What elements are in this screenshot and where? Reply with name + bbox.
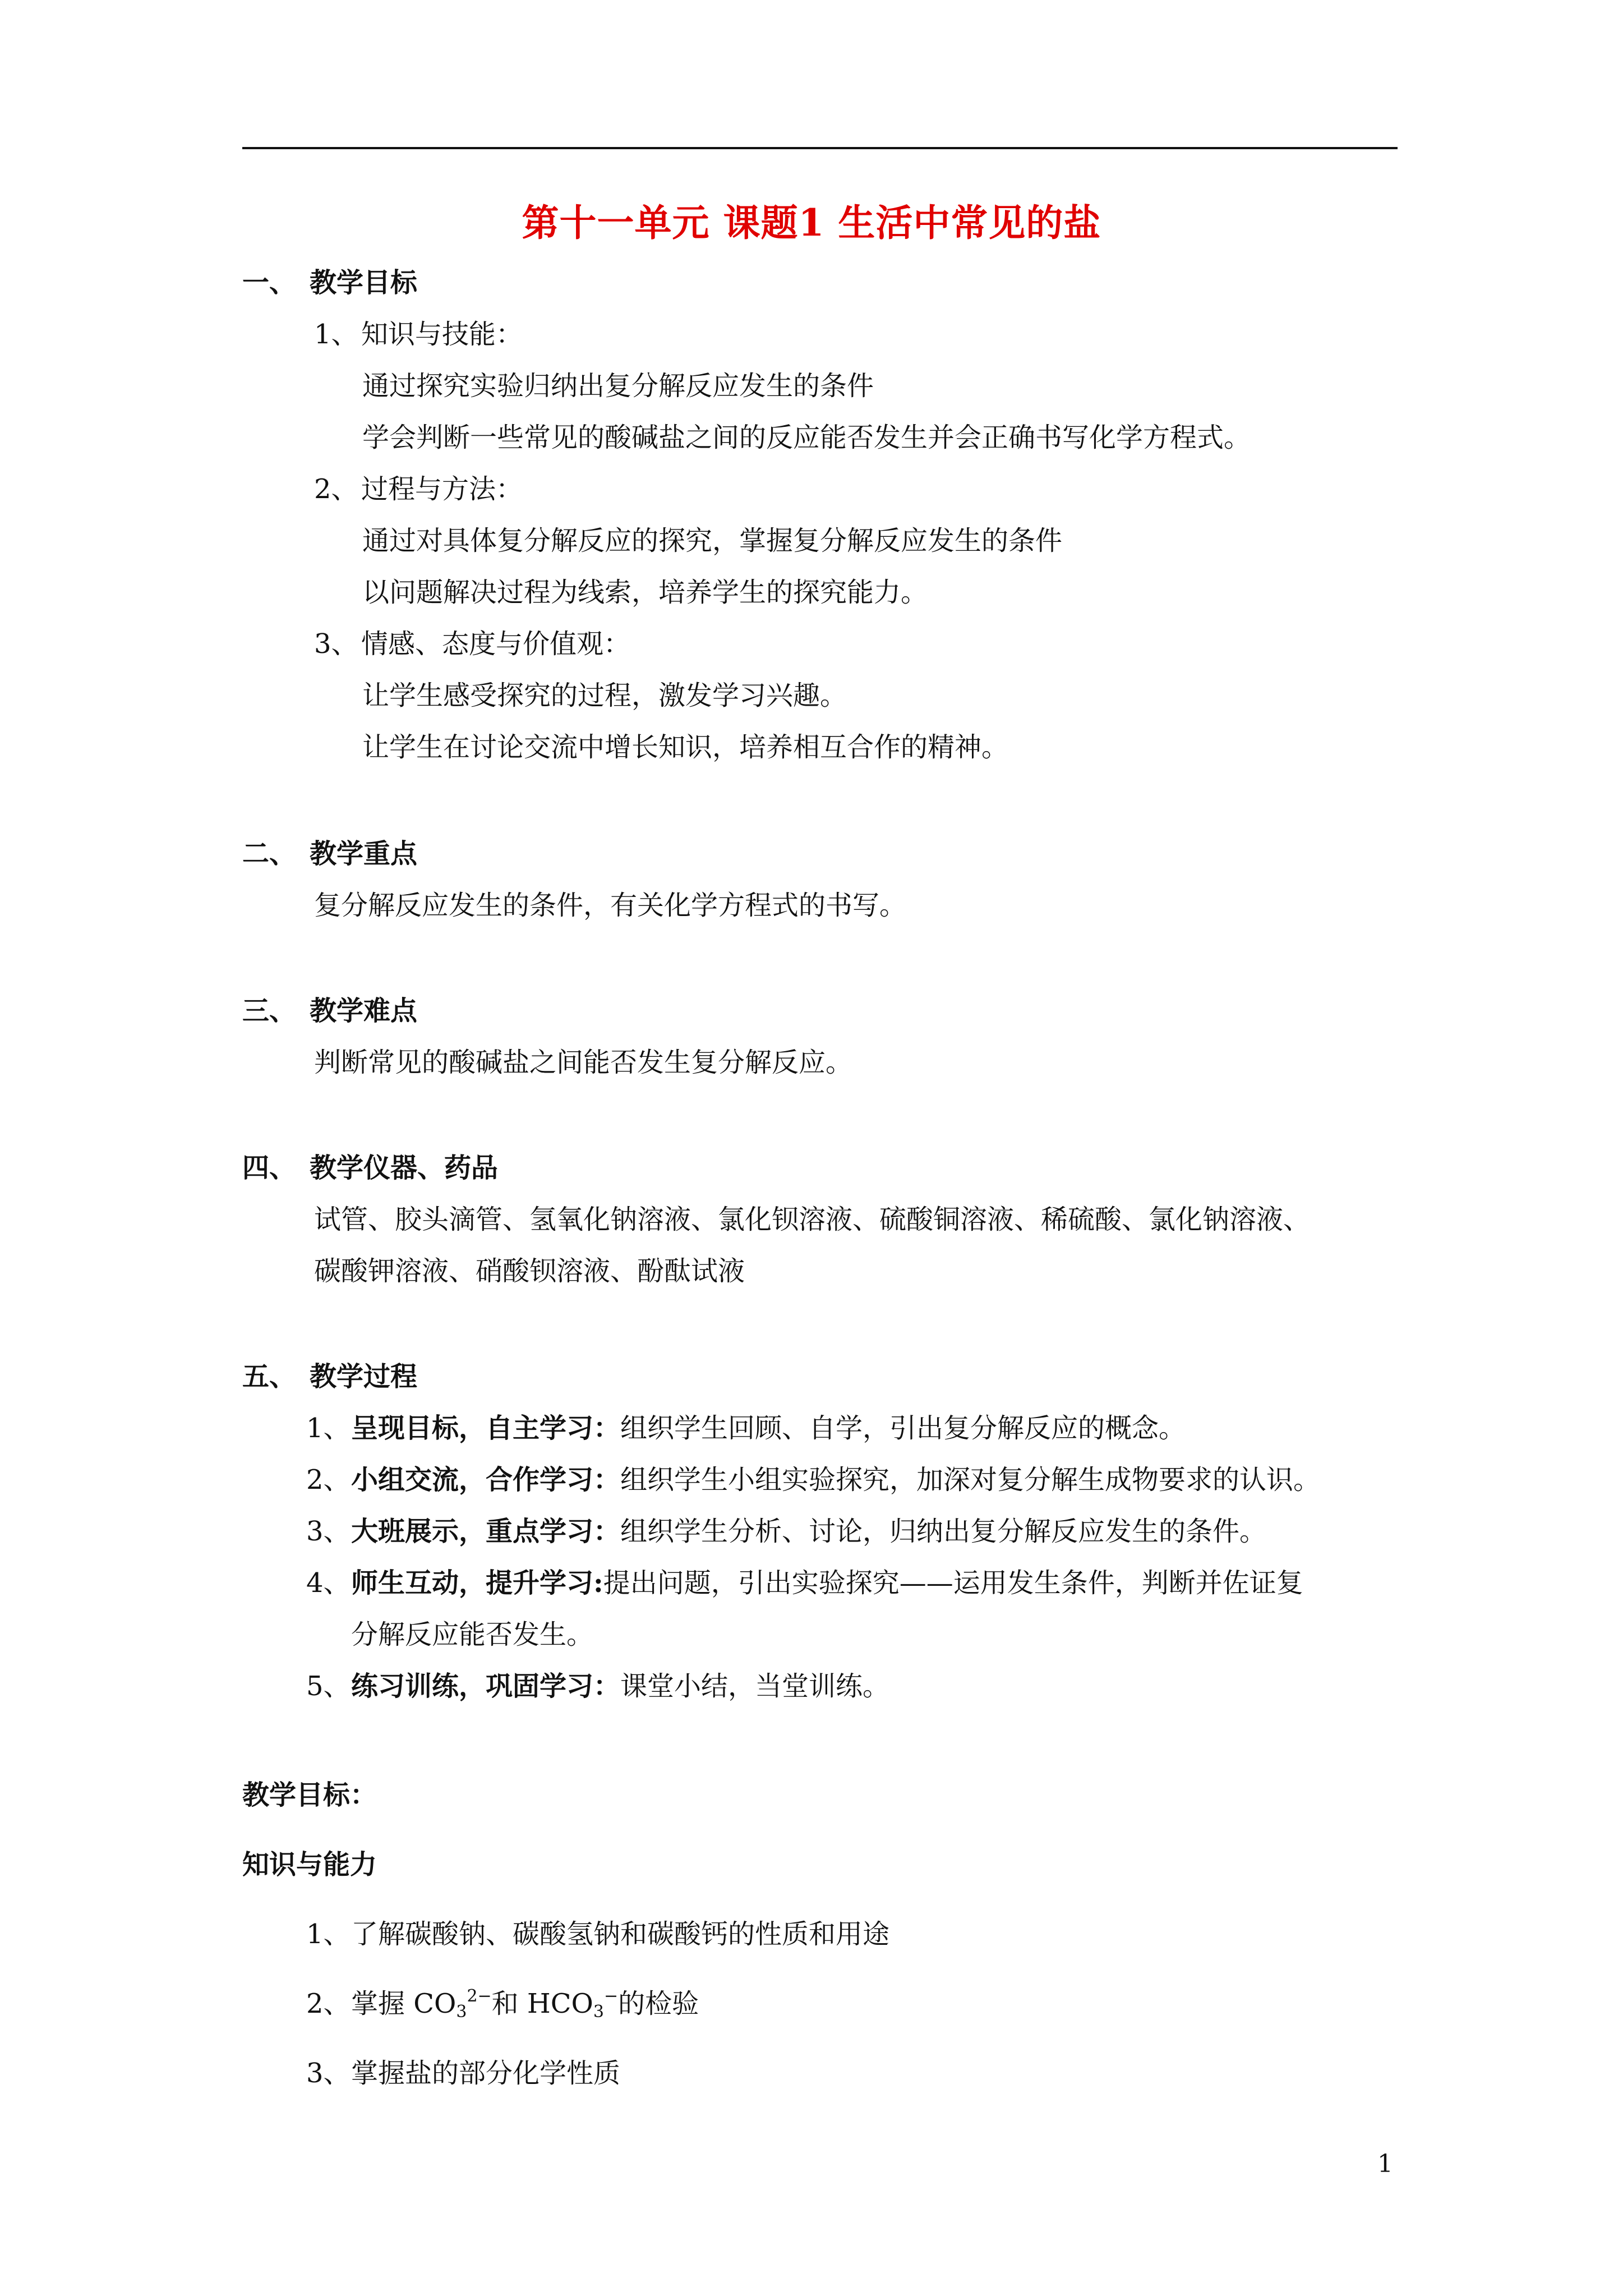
formula-subscript: 3: [593, 2002, 604, 2022]
section-label: 教学难点: [310, 995, 418, 1027]
subsection-heading: [314, 627, 630, 661]
list-item-text: 课堂小结，当堂训练。: [620, 1671, 890, 1702]
goal-number: 3、: [306, 2058, 351, 2089]
formula-superscript: 2−: [467, 1986, 492, 2006]
paragraph: 判断常见的酸碱盐之间能否发生复分解反应。: [314, 1047, 853, 1078]
list-item-number: 1、: [306, 1412, 351, 1444]
section-number: 二、: [242, 838, 297, 869]
subsection-heading: [314, 472, 523, 506]
goal-text: 掌握盐的部分化学性质: [351, 2058, 621, 2089]
paragraph: 通过探究实验归纳出复分解反应发生的条件: [362, 370, 874, 402]
goals-heading: 教学目标：: [242, 1779, 377, 1811]
subsection-number: 3、: [314, 628, 358, 660]
section-number: 五、: [242, 1361, 297, 1392]
formula-subscript: 3: [456, 2002, 467, 2022]
list-item: [306, 1411, 1186, 1445]
list-item-lead: 小组交流，合作学习：: [351, 1464, 621, 1496]
section-heading: [242, 1151, 498, 1185]
subsection-number: 2、: [314, 473, 358, 505]
goal-item: [306, 1917, 889, 1951]
section-label: 教学过程: [310, 1361, 418, 1392]
goal-number: 2、: [306, 1988, 351, 2019]
section-number: 一、: [242, 267, 297, 298]
list-item-continuation: 分解反应能否发生。: [351, 1619, 594, 1650]
header-rule: [242, 147, 1398, 149]
section-label: 教学仪器、药品: [310, 1152, 499, 1184]
paragraph: 复分解反应发生的条件，有关化学方程式的书写。: [314, 890, 907, 921]
section-label: 教学目标: [310, 267, 418, 298]
page-title: 第十一单元 课题1 生活中常见的盐: [522, 201, 1101, 245]
list-item-lead: 师生互动，提升学习:: [351, 1567, 603, 1599]
goal-item: [306, 2056, 620, 2090]
list-item: [306, 1566, 1303, 1600]
goal-text: 掌握 CO: [351, 1988, 457, 2019]
paragraph: 让学生在讨论交流中增长知识，培养相互合作的精神。: [362, 731, 1009, 763]
goal-item: [306, 1987, 699, 2021]
goal-text: 的检验: [618, 1988, 699, 2019]
list-item-lead: 练习训练，巩固学习：: [351, 1671, 621, 1702]
subsection-label: 过程与方法：: [361, 473, 523, 505]
list-item: [306, 1669, 889, 1703]
section-heading: [242, 994, 417, 1028]
list-item-number: 4、: [306, 1567, 351, 1599]
subsection-label: 情感、态度与价值观：: [361, 628, 631, 660]
list-item-text: 组织学生小组实验探究，加深对复分解生成物要求的认识。: [620, 1464, 1321, 1496]
paragraph: 碳酸钾溶液、硝酸钡溶液、酚酞试液: [314, 1255, 745, 1287]
paragraph: 试管、胶头滴管、氢氧化钠溶液、氯化钡溶液、硫酸铜溶液、稀硫酸、氯化钠溶液、: [314, 1204, 1311, 1235]
list-item: [306, 1463, 1320, 1497]
subsection-heading: [314, 318, 523, 351]
ability-heading: 知识与能力: [242, 1849, 377, 1880]
paragraph: 通过对具体复分解反应的探究，掌握复分解反应发生的条件: [362, 525, 1063, 556]
paragraph: 让学生感受探究的过程，激发学习兴趣。: [362, 680, 847, 711]
paragraph: 学会判断一些常见的酸碱盐之间的反应能否发生并会正确书写化学方程式。: [362, 422, 1251, 453]
goal-number: 1、: [306, 1918, 351, 1950]
goal-text: 和 HCO: [491, 1988, 593, 2019]
list-item: [306, 1515, 1266, 1548]
page-number: 1: [1377, 2150, 1393, 2178]
section-heading: [242, 266, 417, 300]
list-item-text: 组织学生回顾、自学，引出复分解反应的概念。: [620, 1412, 1186, 1444]
section-number: 四、: [242, 1152, 297, 1184]
list-item-number: 5、: [306, 1671, 351, 1702]
list-item-text: 提出问题，引出实验探究——运用发生条件，判断并佐证复: [603, 1567, 1303, 1599]
list-item-text: 组织学生分析、讨论，归纳出复分解反应发生的条件。: [620, 1516, 1267, 1547]
subsection-label: 知识与技能：: [361, 319, 523, 350]
section-number: 三、: [242, 995, 297, 1027]
section-label: 教学重点: [310, 838, 418, 869]
section-heading: [242, 1360, 417, 1393]
list-item-number: 3、: [306, 1516, 351, 1547]
goal-text: 了解碳酸钠、碳酸氢钠和碳酸钙的性质和用途: [351, 1918, 890, 1950]
section-heading: [242, 837, 417, 871]
subsection-number: 1、: [314, 319, 358, 350]
list-item-lead: 大班展示，重点学习：: [351, 1516, 621, 1547]
list-item-lead: 呈现目标，自主学习：: [351, 1412, 621, 1444]
paragraph: 以问题解决过程为线索，培养学生的探究能力。: [362, 577, 928, 608]
formula-superscript: −: [603, 1986, 619, 2006]
list-item-number: 2、: [306, 1464, 351, 1496]
